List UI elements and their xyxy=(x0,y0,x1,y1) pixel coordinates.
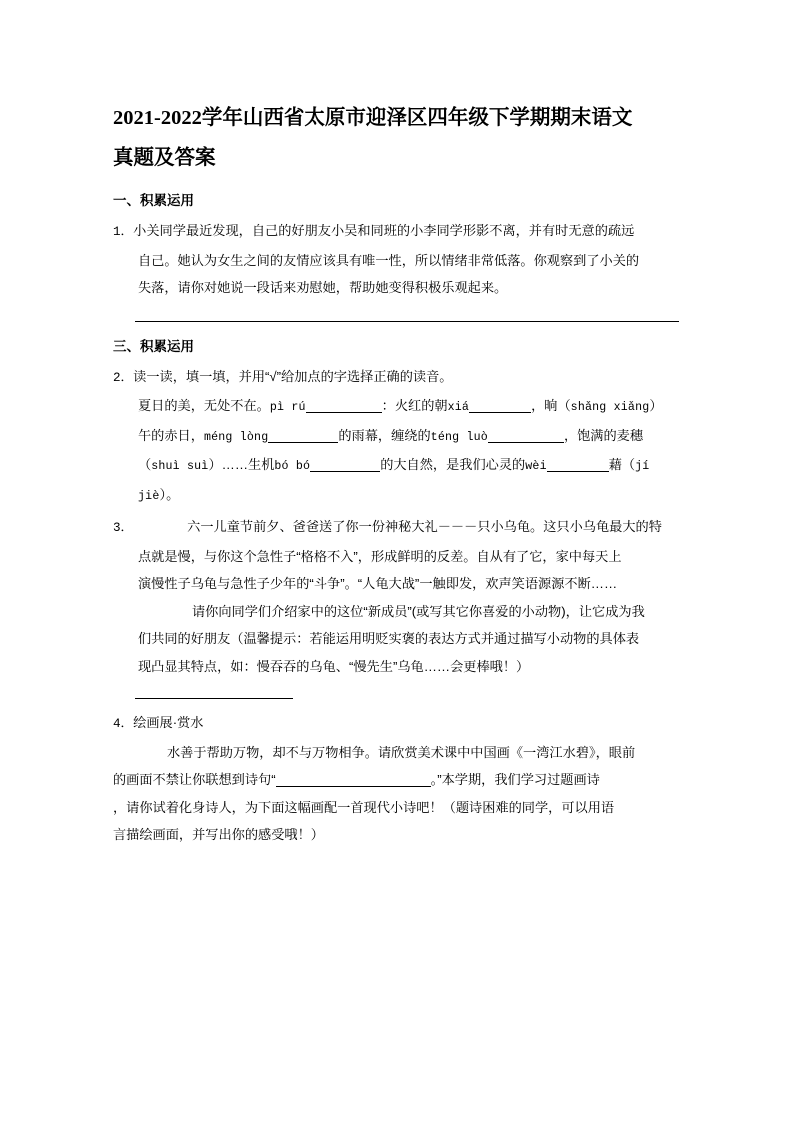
q2-pinyin-xia: xiá xyxy=(447,401,470,414)
question-1-number: 1． xyxy=(113,225,134,239)
q4-text-1: 水善于帮助万物，却不与万物相争。请欣赏美术课中中国画《一湾江水碧》，眼前 xyxy=(167,744,636,760)
section-heading-1: 一、积累运用 xyxy=(113,193,194,208)
question-3-line-3: 演慢性子乌龟与急性子少年的“斗争”。“人龟大战”一触即发，欢声笑语源源不断…… xyxy=(138,576,618,591)
q2-blank-1[interactable] xyxy=(306,399,382,413)
question-2 xyxy=(113,360,679,511)
question-2-prompt-line xyxy=(113,363,679,393)
q2-pinyin-jie: jiè xyxy=(138,489,160,503)
q2-blank-6[interactable] xyxy=(547,458,609,472)
q2-text-1d: ） xyxy=(649,398,663,413)
q2-text-3c: 的大自然，是我们心灵的 xyxy=(380,457,526,472)
question-3-line-2: 点就是慢，与你这个急性子“格格不入”，形成鲜明的反差。自从有了它，家中每天上 xyxy=(138,548,622,564)
question-1-line-2: 自己。她认为女生之间的友情应该具有唯一性，所以情绪非常低落。你观察到了小关的 xyxy=(138,252,640,268)
question-1-body xyxy=(113,217,679,302)
question-3-line-4 xyxy=(113,598,679,626)
question-2-body xyxy=(113,363,679,511)
question-1-line-1 xyxy=(113,217,679,247)
q4-blank-poem[interactable] xyxy=(276,773,431,787)
question-3-line-6: 现凸显其特点，如：慢吞吞的乌龟、“慢先生”乌龟……会更棒哦！） xyxy=(138,658,530,674)
q2-text-3d: 藉（ xyxy=(608,457,636,472)
q2-text-2c: ，饱满的麦穗 xyxy=(563,427,644,443)
question-4-number: 4． xyxy=(113,717,134,731)
q2-pinyin-bobo: bó bó xyxy=(274,460,311,473)
q4-text-2a: 的画面不禁让你联想到诗句“ xyxy=(113,772,276,787)
answer-line-question-3[interactable] xyxy=(135,698,293,699)
q2-pinyin-menglong: méng lòng xyxy=(203,430,269,444)
q4-text-2b: 。”本学期，我们学习过题画诗 xyxy=(430,772,600,787)
question-2-prompt: 读一读，填一填，并用“√”给加点的字选择正确的读音。 xyxy=(133,368,453,384)
question-4-title: 绘画展·赏水 xyxy=(133,715,204,730)
document-title-line-1: 2021-2022学年山西省太原市迎泽区四年级下学期期末语文 xyxy=(113,107,633,129)
q2-blank-5[interactable] xyxy=(310,458,380,472)
question-3-line-1 xyxy=(113,513,679,543)
q2-text-1a: 夏日的美，无处不在。 xyxy=(138,398,270,413)
document-title-line-2: 真题及答案 xyxy=(113,147,216,169)
question-4-title-line xyxy=(113,709,679,739)
question-2-number: 2． xyxy=(113,370,134,385)
q2-pinyin-wei: wèi xyxy=(525,460,547,473)
q2-text-2b: 的雨幕，缠绕的 xyxy=(338,427,431,443)
question-1-text-1: 小关同学最近发现，自己的好朋友小吴和同班的小李同学形影不离，并有时无意的疏远 xyxy=(133,223,635,238)
section-heading-2: 三、积累运用 xyxy=(113,338,194,354)
q2-text-2a: 午的赤日， xyxy=(138,427,204,443)
q2-pinyin-ji: jí xyxy=(635,460,650,473)
question-2-line-1 xyxy=(113,392,679,422)
question-2-line-4 xyxy=(113,481,679,511)
q2-text-1b: ：火红的朝 xyxy=(381,398,448,413)
q2-text-3b: ）……生机 xyxy=(208,457,275,472)
q2-blank-4[interactable] xyxy=(488,429,564,443)
q2-pinyin-shuisui: shuì suì xyxy=(151,460,209,473)
q2-text-1c: ，晌（ xyxy=(531,398,571,413)
q3-text-4: 请你向同学们介绍家中的这位“新成员”(或写其它你喜爱的小动物)，让它成为我 xyxy=(192,603,645,619)
q2-blank-3[interactable] xyxy=(268,429,338,443)
question-4-body xyxy=(113,709,679,849)
q2-blank-2[interactable] xyxy=(469,399,531,413)
question-4-line-3: ，请你试着化身诗人，为下面这幅画配一首现代小诗吧！（题诗困难的同学，可以用语 xyxy=(113,799,615,815)
question-3-line-5: 们共同的好朋友（温馨提示：若能运用明贬实褒的表达方式并通过描写小动物的具体表 xyxy=(138,631,640,646)
question-1-line-3: 失落，请你对她说一段话来劝慰她，帮助她变得积极乐观起来。 xyxy=(138,280,508,295)
question-2-line-3 xyxy=(113,451,679,481)
q3-text-1: 六一儿童节前夕、爸爸送了你一份神秘大礼－－－只小乌龟。这只小乌龟最大的特 xyxy=(187,519,662,534)
question-4 xyxy=(113,706,679,849)
q2-text-3a: （ xyxy=(138,457,152,472)
question-3-number: 3． xyxy=(113,521,134,535)
question-3-body xyxy=(113,513,679,680)
page-content xyxy=(113,0,679,849)
question-3 xyxy=(113,510,679,680)
question-1 xyxy=(113,214,679,302)
q2-pinyin-shang-xiang: shǎng xiǎng xyxy=(570,401,650,414)
q2-pinyin-tengluo: téng luò xyxy=(430,430,488,444)
answer-line-question-1[interactable] xyxy=(135,321,679,322)
q2-pinyin-piru: pì rú xyxy=(269,401,306,414)
q2-text-4a: ）。 xyxy=(159,486,180,502)
document-title xyxy=(113,0,679,178)
question-4-line-1 xyxy=(113,739,679,767)
question-4-line-2 xyxy=(113,766,679,794)
question-4-line-4: 言描绘画面，并写出你的感受哦！） xyxy=(113,827,324,842)
question-2-line-2 xyxy=(113,422,679,452)
